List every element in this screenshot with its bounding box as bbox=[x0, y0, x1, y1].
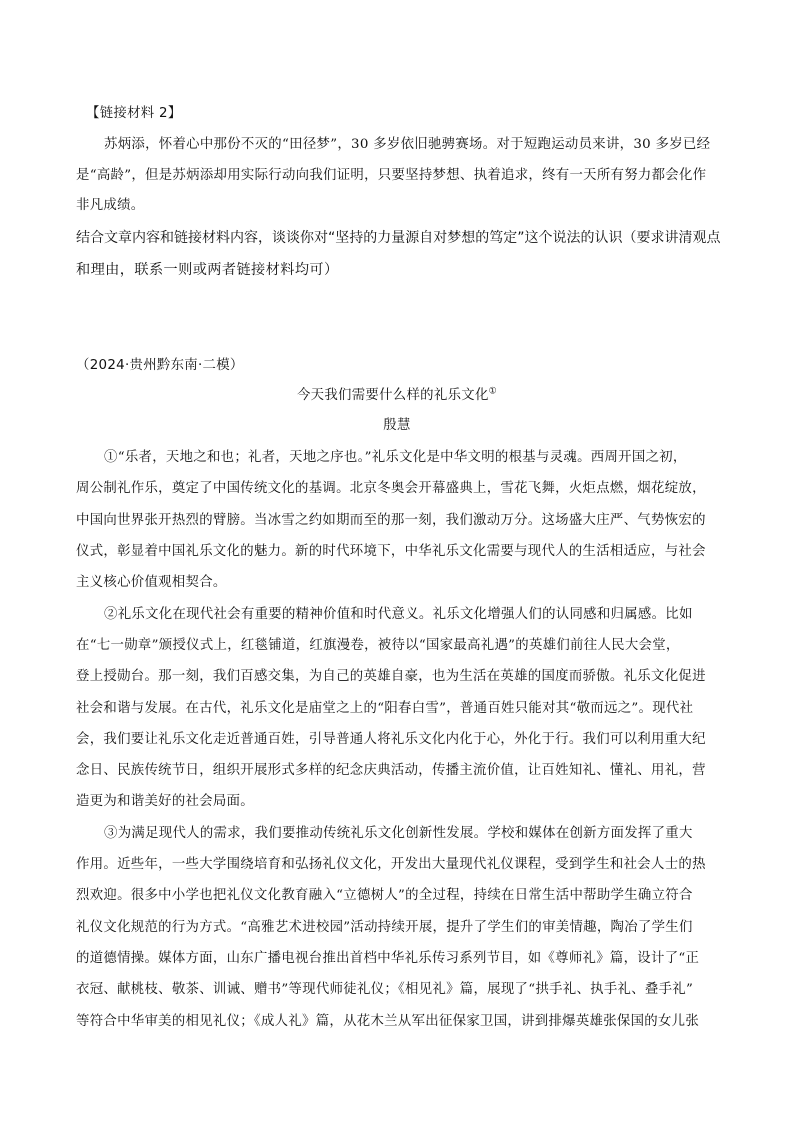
material2-heading: 【链接材料 2】 bbox=[86, 106, 182, 121]
article-line: 烈欢迎。很多中小学也把礼仪文化教育融入“立德树人”的全过程，持续在日常生活中帮助学生确立符合 bbox=[76, 888, 693, 903]
article-line: 造更为和谐美好的社会局面。 bbox=[76, 794, 254, 809]
article-title: 今天我们需要什么样的礼乐文化 bbox=[296, 388, 489, 403]
material2-line-2: 是“高龄”，但是苏炳添却用实际行动向我们证明，只要坚持梦想、执着追求，终有一天所有努力都会化作 bbox=[76, 168, 707, 183]
article-line: 念日、民族传统节日，组织开展形式多样的纪念庆典活动，传播主流价值，让百姓知礼、懂礼、用礼，营 bbox=[76, 763, 706, 778]
article-line: 等符合中华审美的相见礼仪；《成人礼》篇，从花木兰从军出征保家卫国，讲到排爆英雄张保国的女儿张 bbox=[76, 1014, 700, 1029]
article-line: 仪式，彰显着中国礼乐文化的魅力。新的时代环境下，中华礼乐文化需要与现代人的生活相适应，与社会 bbox=[76, 544, 706, 559]
question-line-1: 结合文章内容和链接材料内容，谈谈你对“坚持的力量源自对梦想的笃定”这个说法的认识（要求讲清观点 bbox=[76, 230, 721, 246]
article-line: ①“乐者，天地之和也；礼者，天地之序也。”礼乐文化是中华文明的根基与灵魂。西周开国之初， bbox=[104, 450, 687, 465]
source-label: （2024·贵州黔东南·二模） bbox=[76, 358, 244, 373]
article-line: 作用。近些年，一些大学围绕培育和弘扬礼仪文化，开发出大量现代礼仪课程，受到学生和社会人士的热 bbox=[76, 857, 706, 872]
article-line: 在“七一勋章”颁授仪式上，红毯铺道，红旗漫卷，被待以“国家最高礼遇”的英雄们前往人民大会堂， bbox=[76, 638, 680, 653]
article-line: 礼仪文化规范的行为方式。“高雅艺术进校园”活动持续开展，提升了学生们的审美情趣，陶冶了学生们 bbox=[76, 920, 693, 935]
article-line: 衣冠、献桃枝、敬茶、训诫、赠书”等现代师徒礼仪；《相见礼》篇，展现了“拱手礼、执手礼、叠手礼” bbox=[76, 982, 694, 997]
article-title-row bbox=[0, 384, 794, 403]
article-line: 社会和谐与发展。在古代，礼乐文化是庙堂之上的“阳春白雪”，普通百姓只能对其“敬而远之”。现代社 bbox=[76, 701, 694, 716]
article-line: ③为满足现代人的需求，我们要推动传统礼乐文化创新性发展。学校和媒体在创新方面发挥了重大 bbox=[104, 826, 693, 841]
article-line: ②礼乐文化在现代社会有重要的精神价值和时代意义。礼乐文化增强人们的认同感和归属感。比如 bbox=[104, 607, 693, 622]
article-author: 殷慧 bbox=[383, 418, 411, 433]
question-line-2: 和理由，联系一则或两者链接材料均可） bbox=[76, 262, 339, 278]
footnote-mark: ① bbox=[488, 386, 498, 397]
article-line: 的道德情操。媒体方面，山东广播电视台推出首档中华礼乐传习系列节目，如《尊师礼》篇，设计了“正 bbox=[76, 951, 700, 966]
article-line: 周公制礼作乐，奠定了中国传统文化的基调。北京冬奥会开幕盛典上，雪花飞舞，火炬点燃，烟花绽放， bbox=[76, 481, 706, 496]
material2-line-1: 苏炳添，怀着心中那份不灭的“田径梦”，30 多岁依旧驰骋赛场。对于短跑运动员来讲，30 多岁已经 bbox=[104, 137, 711, 152]
article-line: 会，我们要让礼乐文化走近普通百姓，引导普通人将礼乐文化内化于心，外化于行。我们可以利用重大纪 bbox=[76, 732, 706, 747]
article-line: 主义核心价值观相契合。 bbox=[76, 575, 227, 590]
article-line: 中国向世界张开热烈的臂膀。当冰雪之约如期而至的那一刻，我们激动万分。这场盛大庄严、气势恢宏的 bbox=[76, 513, 706, 528]
material2-line-3: 非凡成绩。 bbox=[76, 198, 145, 213]
article-line: 登上授勋台。那一刻，我们百感交集，为自己的英雄自豪，也为生活在英雄的国度而骄傲。礼乐文化促进 bbox=[76, 669, 706, 684]
